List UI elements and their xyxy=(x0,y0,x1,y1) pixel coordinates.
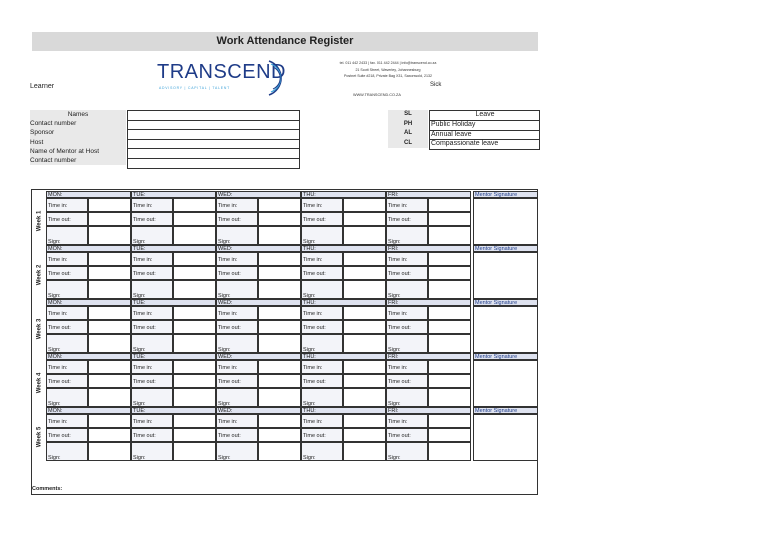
logo-text: TRANSCEND xyxy=(157,61,286,83)
entry-field-sign[interactable] xyxy=(258,334,301,353)
leave-description: Annual leave xyxy=(430,131,539,141)
entry-field-time-in[interactable] xyxy=(173,306,216,320)
entry-field-time-in[interactable] xyxy=(343,252,386,266)
week-label-text: Week 4 xyxy=(36,372,43,394)
leave-code: CL xyxy=(388,139,428,149)
row-label-sign: Sign: xyxy=(216,388,258,407)
entry-field-time-in[interactable] xyxy=(343,198,386,212)
row-label-time-in: Time in: xyxy=(386,360,428,374)
entry-field-sign[interactable] xyxy=(173,334,216,353)
entry-field-time-out[interactable] xyxy=(258,374,301,388)
entry-field-sign[interactable] xyxy=(428,334,471,353)
week-label xyxy=(32,251,46,299)
info-labels xyxy=(30,110,126,165)
row-label-time-out: Time out: xyxy=(216,374,258,388)
row-label-time-out: Time out: xyxy=(216,428,258,442)
row-label-time-in: Time in: xyxy=(301,414,343,428)
day-header: TUE: xyxy=(131,245,216,252)
row-label-time-in: Time in: xyxy=(301,252,343,266)
row-label-time-in: Time in: xyxy=(301,360,343,374)
leave-description: Leave xyxy=(430,111,539,121)
entry-field-sign[interactable] xyxy=(428,226,471,245)
row-label-time-out: Time out: xyxy=(46,266,88,280)
logo-arc-icon xyxy=(255,57,295,99)
entry-field-time-in[interactable] xyxy=(258,360,301,374)
row-label-time-in: Time in: xyxy=(386,306,428,320)
entry-field-sign[interactable] xyxy=(173,226,216,245)
entry-field-time-out[interactable] xyxy=(343,320,386,334)
row-label-sign: Sign: xyxy=(131,334,173,353)
entry-field-sign[interactable] xyxy=(258,226,301,245)
entry-field-sign[interactable] xyxy=(343,442,386,461)
day-header: THU: xyxy=(301,245,386,252)
day-header: THU: xyxy=(301,407,386,414)
leave-code: AL xyxy=(388,129,428,139)
entry-field-sign[interactable] xyxy=(88,226,131,245)
entry-field-time-out[interactable] xyxy=(88,212,131,226)
leave-description: Compassionate leave xyxy=(431,140,499,148)
mentor-signature-header: Mentor Signature xyxy=(473,407,538,414)
row-label-time-in: Time in: xyxy=(216,252,258,266)
week-block xyxy=(32,245,537,299)
row-label-time-out: Time out: xyxy=(386,374,428,388)
entry-field-time-out[interactable] xyxy=(258,266,301,280)
row-label-sign: Sign: xyxy=(46,226,88,245)
week-label xyxy=(32,359,46,407)
row-label-sign: Sign: xyxy=(301,280,343,299)
entry-field-time-out[interactable] xyxy=(428,320,471,334)
page-title: Work Attendance Register xyxy=(32,32,538,51)
row-label-sign: Sign: xyxy=(46,280,88,299)
address-line: tel. 011 442 2433 | fax. 011 442 2444 | info@transcend.co.za xyxy=(339,61,437,65)
row-label-sign: Sign: xyxy=(131,442,173,461)
entry-field-time-in[interactable] xyxy=(258,414,301,428)
company-address xyxy=(300,60,476,80)
entry-field-time-in[interactable] xyxy=(343,306,386,320)
row-label-time-out: Time out: xyxy=(301,428,343,442)
row-label-time-in: Time in: xyxy=(46,306,88,320)
row-label-sign: Sign: xyxy=(46,388,88,407)
entry-field-time-out[interactable] xyxy=(173,212,216,226)
entry-field-sign[interactable] xyxy=(88,442,131,461)
entry-field-time-out[interactable] xyxy=(88,428,131,442)
entry-field-time-out[interactable] xyxy=(173,428,216,442)
info-label: Contact number xyxy=(30,156,126,165)
row-label-time-in: Time in: xyxy=(131,306,173,320)
day-header: FRI: xyxy=(386,299,471,306)
entry-field-time-out[interactable] xyxy=(258,212,301,226)
week-block xyxy=(32,299,537,353)
entry-field-time-in[interactable] xyxy=(428,360,471,374)
week-block xyxy=(32,191,537,245)
row-label-sign: Sign: xyxy=(301,388,343,407)
info-label: Host xyxy=(30,138,126,147)
row-label-sign: Sign: xyxy=(216,334,258,353)
entry-field-time-out[interactable] xyxy=(88,320,131,334)
info-input-box xyxy=(127,110,300,169)
row-label-sign: Sign: xyxy=(386,334,428,353)
entry-field-time-in[interactable] xyxy=(173,198,216,212)
sick-label: Sick xyxy=(430,82,442,88)
mentor-signature-field[interactable] xyxy=(473,198,538,245)
row-label-sign: Sign: xyxy=(301,226,343,245)
row-label-time-in: Time in: xyxy=(131,414,173,428)
entry-field-time-out[interactable] xyxy=(428,212,471,226)
entry-field-time-out[interactable] xyxy=(343,266,386,280)
info-input-field[interactable] xyxy=(128,130,299,140)
day-header: MON: xyxy=(46,353,131,360)
entry-field-sign[interactable] xyxy=(428,442,471,461)
entry-field-time-out[interactable] xyxy=(173,320,216,334)
row-label-time-in: Time in: xyxy=(386,414,428,428)
row-label-time-in: Time in: xyxy=(131,198,173,212)
entry-field-sign[interactable] xyxy=(428,388,471,407)
company-website: WWW.TRANSCEND.CO.ZA xyxy=(353,93,401,97)
row-label-time-in: Time in: xyxy=(301,306,343,320)
day-header: WED: xyxy=(216,245,301,252)
week-label-text: Week 1 xyxy=(36,210,43,232)
mentor-signature-field[interactable] xyxy=(473,414,538,461)
row-label-time-out: Time out: xyxy=(131,320,173,334)
day-header: MON: xyxy=(46,299,131,306)
entry-field-time-in[interactable] xyxy=(88,252,131,266)
entry-field-time-out[interactable] xyxy=(428,266,471,280)
entry-field-sign[interactable] xyxy=(88,280,131,299)
entry-field-time-in[interactable] xyxy=(173,252,216,266)
week-label-text: Week 2 xyxy=(36,264,43,286)
row-label-time-in: Time in: xyxy=(46,414,88,428)
row-label-time-out: Time out: xyxy=(386,428,428,442)
mentor-signature-field[interactable] xyxy=(473,252,538,299)
entry-field-sign[interactable] xyxy=(173,280,216,299)
address-line: Postnet Suite #218, Private Bag X31, Saxonwold, 2132 xyxy=(344,74,432,78)
row-label-sign: Sign: xyxy=(216,226,258,245)
row-label-time-out: Time out: xyxy=(131,374,173,388)
entry-field-time-out[interactable] xyxy=(258,428,301,442)
entry-field-time-out[interactable] xyxy=(343,428,386,442)
entry-field-time-out[interactable] xyxy=(343,212,386,226)
week-label xyxy=(32,197,46,245)
info-label: Names xyxy=(30,110,126,119)
row-label-time-in: Time in: xyxy=(216,360,258,374)
learner-label: Learner xyxy=(30,83,55,90)
attendance-grid xyxy=(31,189,538,495)
row-label-time-out: Time out: xyxy=(131,266,173,280)
day-header: TUE: xyxy=(131,407,216,414)
day-header: THU: xyxy=(301,299,386,306)
info-label: Name of Mentor at Host xyxy=(30,147,126,156)
mentor-signature-header: Mentor Signature xyxy=(473,245,538,252)
row-label-sign: Sign: xyxy=(216,442,258,461)
entry-field-sign[interactable] xyxy=(88,388,131,407)
entry-field-sign[interactable] xyxy=(343,280,386,299)
week-label xyxy=(32,305,46,353)
row-label-time-in: Time in: xyxy=(46,360,88,374)
day-header: TUE: xyxy=(131,299,216,306)
row-label-time-in: Time in: xyxy=(46,198,88,212)
entry-field-time-in[interactable] xyxy=(173,360,216,374)
entry-field-time-in[interactable] xyxy=(428,414,471,428)
row-label-time-out: Time out: xyxy=(301,320,343,334)
row-label-time-in: Time in: xyxy=(301,198,343,212)
day-header: WED: xyxy=(216,191,301,198)
row-label-time-out: Time out: xyxy=(46,428,88,442)
week-label-text: Week 5 xyxy=(36,426,43,448)
leave-description: Public Holiday xyxy=(430,121,539,131)
leave-code: PH xyxy=(388,120,428,130)
row-label-time-in: Time in: xyxy=(216,198,258,212)
entry-field-sign[interactable] xyxy=(258,442,301,461)
entry-field-sign[interactable] xyxy=(428,280,471,299)
day-header: MON: xyxy=(46,245,131,252)
day-header: TUE: xyxy=(131,353,216,360)
row-label-sign: Sign: xyxy=(46,442,88,461)
entry-field-sign[interactable] xyxy=(173,388,216,407)
info-input-field[interactable] xyxy=(128,140,299,150)
row-label-time-out: Time out: xyxy=(131,212,173,226)
logo-tagline: ADVISORY | CAPITAL | TALENT xyxy=(159,86,230,90)
row-label-time-out: Time out: xyxy=(301,212,343,226)
row-label-time-out: Time out: xyxy=(46,374,88,388)
day-header: FRI: xyxy=(386,191,471,198)
info-input-field[interactable] xyxy=(128,159,299,168)
row-label-time-out: Time out: xyxy=(386,212,428,226)
row-label-sign: Sign: xyxy=(386,388,428,407)
row-label-time-in: Time in: xyxy=(216,306,258,320)
row-label-time-out: Time out: xyxy=(131,428,173,442)
entry-field-sign[interactable] xyxy=(173,442,216,461)
row-label-sign: Sign: xyxy=(301,334,343,353)
entry-field-time-out[interactable] xyxy=(173,374,216,388)
row-label-time-out: Time out: xyxy=(216,266,258,280)
entry-field-time-in[interactable] xyxy=(88,360,131,374)
info-input-field[interactable] xyxy=(128,111,299,121)
row-label-time-out: Time out: xyxy=(46,320,88,334)
entry-field-sign[interactable] xyxy=(88,334,131,353)
entry-field-time-out[interactable] xyxy=(428,374,471,388)
leave-codes xyxy=(388,110,428,148)
day-header: THU: xyxy=(301,191,386,198)
entry-field-time-in[interactable] xyxy=(428,198,471,212)
entry-field-time-out[interactable] xyxy=(88,266,131,280)
row-label-sign: Sign: xyxy=(386,226,428,245)
entry-field-sign[interactable] xyxy=(343,388,386,407)
week-label-text: Week 3 xyxy=(36,318,43,340)
info-input-field[interactable] xyxy=(128,121,299,131)
mentor-signature-field[interactable] xyxy=(473,360,538,407)
info-label: Contact number xyxy=(30,119,126,128)
row-label-time-in: Time in: xyxy=(131,360,173,374)
entry-field-time-in[interactable] xyxy=(88,414,131,428)
row-label-time-out: Time out: xyxy=(216,212,258,226)
entry-field-sign[interactable] xyxy=(343,226,386,245)
day-header: FRI: xyxy=(386,245,471,252)
mentor-signature-header: Mentor Signature xyxy=(473,299,538,306)
leave-code: SL xyxy=(388,110,428,120)
day-header: FRI: xyxy=(386,407,471,414)
row-label-time-in: Time in: xyxy=(46,252,88,266)
row-label-time-out: Time out: xyxy=(46,212,88,226)
company-logo xyxy=(157,57,297,99)
day-header: TUE: xyxy=(131,191,216,198)
row-label-time-in: Time in: xyxy=(131,252,173,266)
day-header: MON: xyxy=(46,191,131,198)
entry-field-sign[interactable] xyxy=(258,280,301,299)
entry-field-time-in[interactable] xyxy=(428,252,471,266)
info-input-field[interactable] xyxy=(128,149,299,159)
row-label-time-out: Time out: xyxy=(386,320,428,334)
leave-legend-table xyxy=(429,110,540,150)
entry-field-sign[interactable] xyxy=(258,388,301,407)
row-label-sign: Sign: xyxy=(386,280,428,299)
day-header: WED: xyxy=(216,353,301,360)
day-header: WED: xyxy=(216,299,301,306)
entry-field-time-out[interactable] xyxy=(88,374,131,388)
row-label-time-out: Time out: xyxy=(216,320,258,334)
row-label-time-out: Time out: xyxy=(301,374,343,388)
row-label-time-out: Time out: xyxy=(301,266,343,280)
row-label-time-in: Time in: xyxy=(386,198,428,212)
row-label-sign: Sign: xyxy=(131,388,173,407)
week-block xyxy=(32,353,537,407)
week-label xyxy=(32,413,46,461)
entry-field-time-out[interactable] xyxy=(258,320,301,334)
entry-field-time-in[interactable] xyxy=(343,414,386,428)
day-header: FRI: xyxy=(386,353,471,360)
entry-field-time-in[interactable] xyxy=(173,414,216,428)
entry-field-time-out[interactable] xyxy=(173,266,216,280)
entry-field-time-in[interactable] xyxy=(428,306,471,320)
entry-field-time-in[interactable] xyxy=(88,306,131,320)
day-header: THU: xyxy=(301,353,386,360)
day-header: MON: xyxy=(46,407,131,414)
row-label-time-in: Time in: xyxy=(386,252,428,266)
mentor-signature-header: Mentor Signature xyxy=(473,353,538,360)
row-label-sign: Sign: xyxy=(386,442,428,461)
entry-field-time-in[interactable] xyxy=(258,198,301,212)
entry-field-sign[interactable] xyxy=(343,334,386,353)
entry-field-time-out[interactable] xyxy=(343,374,386,388)
entry-field-time-in[interactable] xyxy=(258,306,301,320)
info-label: Sponsor xyxy=(30,128,126,137)
mentor-signature-field[interactable] xyxy=(473,306,538,353)
week-block xyxy=(32,407,537,461)
row-label-sign: Sign: xyxy=(301,442,343,461)
day-header: WED: xyxy=(216,407,301,414)
entry-field-time-in[interactable] xyxy=(88,198,131,212)
entry-field-time-out[interactable] xyxy=(428,428,471,442)
row-label-time-out: Time out: xyxy=(386,266,428,280)
row-label-time-in: Time in: xyxy=(216,414,258,428)
entry-field-time-in[interactable] xyxy=(343,360,386,374)
comments-label: Comments: xyxy=(32,486,63,492)
entry-field-time-in[interactable] xyxy=(258,252,301,266)
row-label-sign: Sign: xyxy=(131,226,173,245)
row-label-sign: Sign: xyxy=(216,280,258,299)
row-label-sign: Sign: xyxy=(46,334,88,353)
mentor-signature-header: Mentor Signature xyxy=(473,191,538,198)
address-line: 21 Scott Street, Waverley, Johannesburg xyxy=(355,67,421,72)
row-label-sign: Sign: xyxy=(131,280,173,299)
